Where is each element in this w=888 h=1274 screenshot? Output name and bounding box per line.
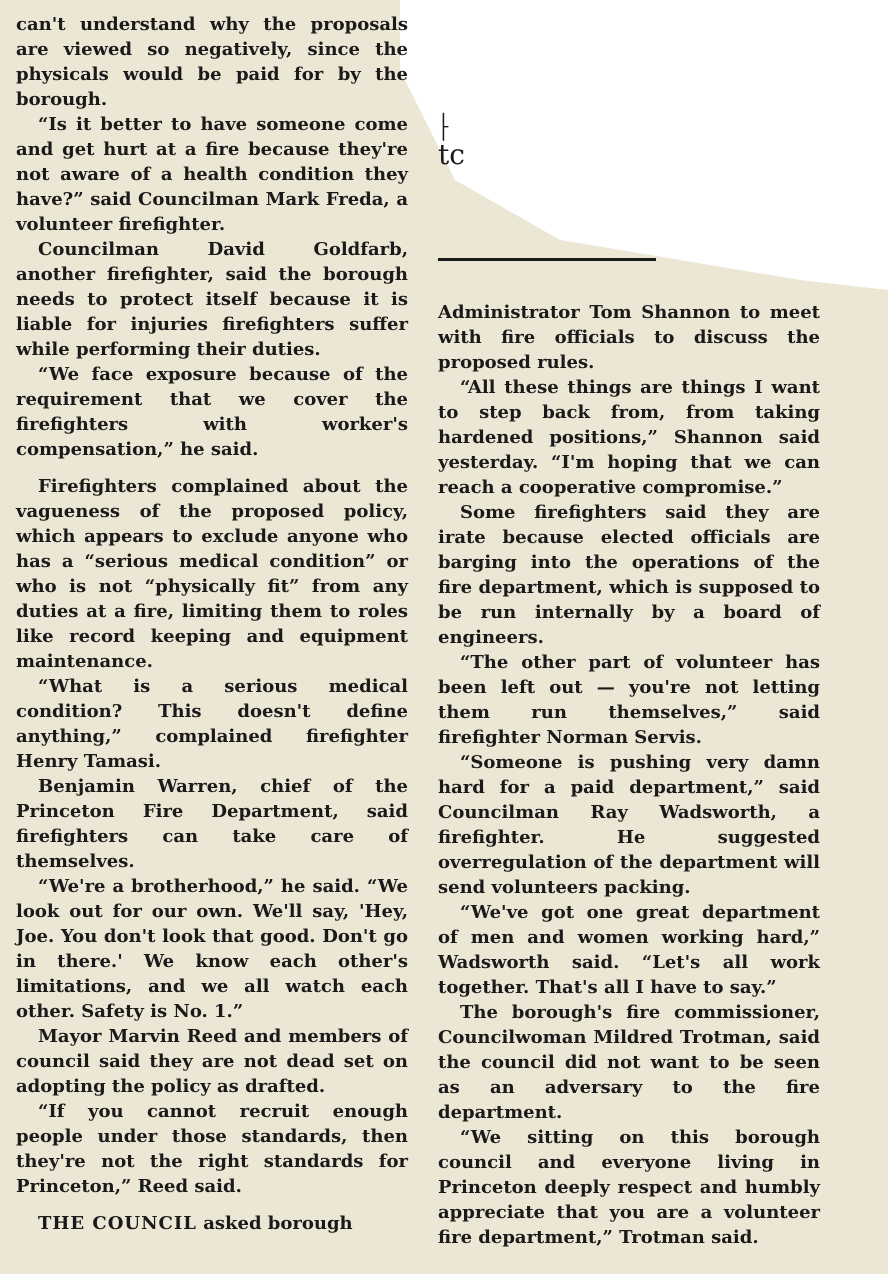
paragraph: “We sitting on this borough council and everyone living in Princeton deeply respect and humbly appreciate that you are a volunteer fire department,” Trotman said. [438,1127,820,1248]
article-column-left [16,12,408,1236]
section-lead: THE COUNCIL [38,1213,197,1234]
paragraph: “We face exposure because of the requirement that we cover the firefighters with worker's compensation,” he said. [16,364,408,460]
paragraph: “Is it better to have someone come and get hurt at a fire because they're not aware of a health condition they have?” said Councilman Mark Freda, a volunteer firefighter. [16,114,408,235]
paragraph: Benjamin Warren, chief of the Princeton Fire Department, said firefighters can take care of themselves. [16,776,408,872]
paragraph: “We're a brotherhood,” he said. “We look out for our own. We'll say, 'Hey, Joe. You don't look that good. Don't go in there.' We know each other's limitations, and we all watch each other. Safety is No. 1.” [16,876,408,1022]
paragraph: The borough's fire commissioner, Councilwoman Mildred Trotman, said the council did not want to be seen as an adversary to the fire department. [438,1002,820,1123]
paragraph: “If you cannot recruit enough people under those standards, then they're not the right standards for Princeton,” Reed said. [16,1101,408,1197]
article-column-right [438,300,820,1250]
paragraph: Administrator Tom Shannon to meet with fire officials to discuss the proposed rules. [438,302,820,373]
paragraph: Some firefighters said they are irate because elected officials are barging into the operations of the fire department, which is supposed to be run internally by a board of engineers. [438,502,820,648]
fragment-line: tc [438,138,465,171]
fragment-line: ⸠ [438,108,454,141]
paragraph: Firefighters complained about the vagueness of the proposed policy, which appears to exclude anyone who has a “serious medical condition” or who is not “physically fit” from any duties at a fire, limiting them to roles like record keeping and equipment maintenance. [16,476,408,672]
paragraph: can't understand why the proposals are viewed so negatively, since the physicals would be paid for by the borough. [16,14,408,110]
paragraph: “All these things are things I want to step back from, from taking hardened positions,” Shannon said yesterday. “I'm hoping that we can reach a cooperative compromise.” [438,377,820,498]
paragraph: “What is a serious medical condition? This doesn't define anything,” complained firefighter Henry Tamasi. [16,676,408,772]
divider [438,258,656,261]
paragraph: “The other part of volunteer has been left out — you're not letting them run themselves,” said firefighter Norman Servis. [438,652,820,748]
paragraph [16,1211,408,1236]
paragraph: Councilman David Goldfarb, another firefighter, said the borough needs to protect itself because it is liable for injuries firefighters suffer while performing their duties. [16,239,408,360]
paragraph-text: asked borough [196,1213,353,1234]
paragraph: “Someone is pushing very damn hard for a paid department,” said Councilman Ray Wadsworth, a firefighter. He suggested overregulation of the department will send volunteers packing. [438,752,820,898]
paragraph: Mayor Marvin Reed and members of council said they are not dead set on adopting the policy as drafted. [16,1026,408,1097]
torn-headline-fragment [438,110,465,170]
paragraph: “We've got one great department of men and women working hard,” Wadsworth said. “Let's all work together. That's all I have to say.” [438,902,820,998]
